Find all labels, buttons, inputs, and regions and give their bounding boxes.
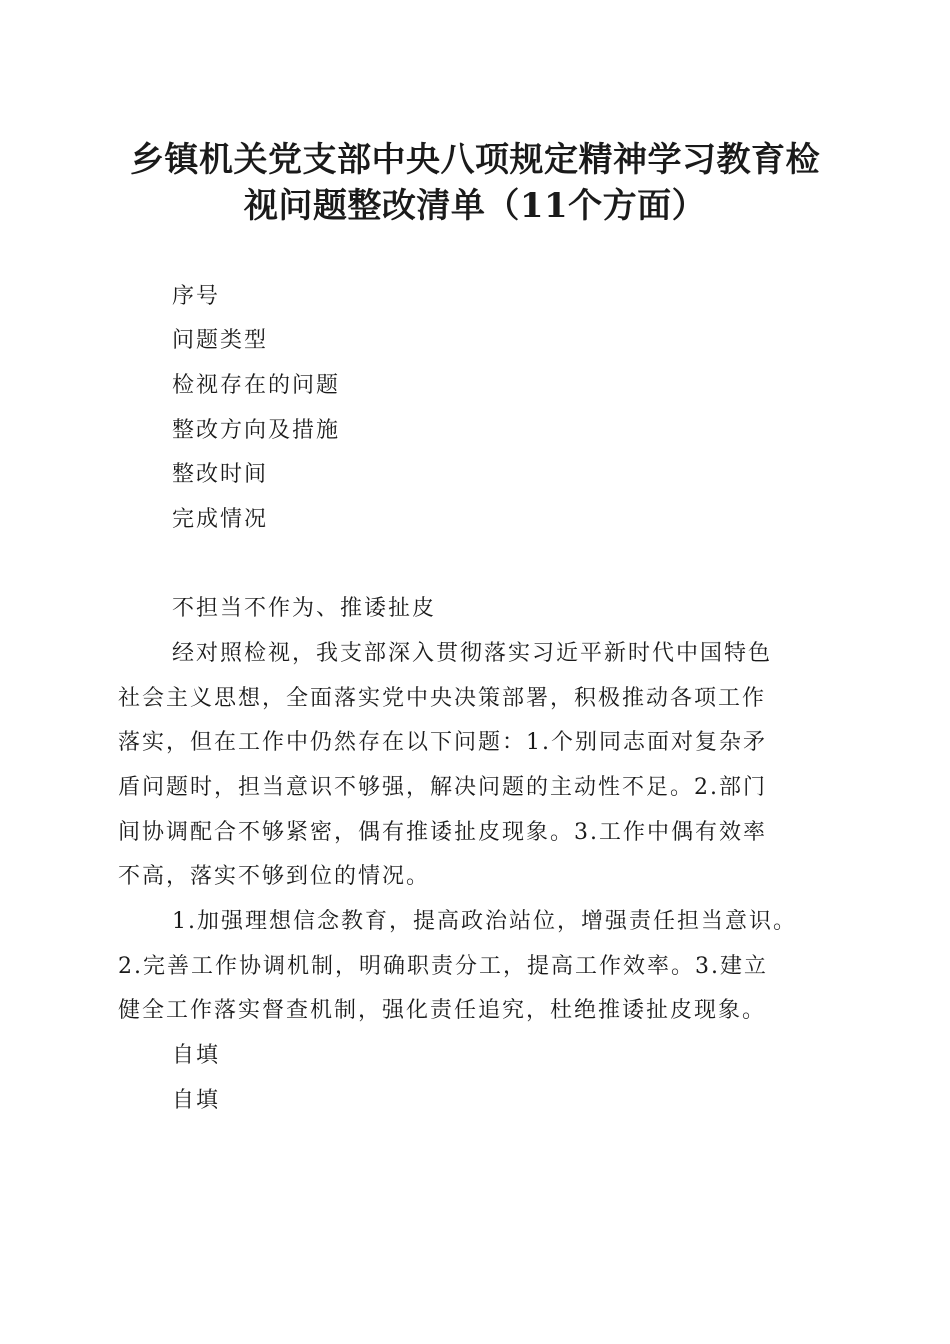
problem-line: 经对照检视，我支部深入贯彻落实习近平新时代中国特色 <box>172 641 773 666</box>
problem-type-text: 不担当不作为、推诿扯皮 <box>172 596 437 621</box>
completion-status-value: 自填 <box>172 1088 221 1113</box>
header-rectification-time: 整改时间 <box>172 462 269 487</box>
measure-line: 1.加强理想信念教育，提高政治站位，增强责任担当意识。 <box>172 909 797 934</box>
header-problem-type: 问题类型 <box>172 328 269 353</box>
problem-line: 盾问题时，担当意识不够强，解决问题的主动性不足。2.部门 <box>118 775 767 800</box>
measure-line: 2.完善工作协调机制，明确职责分工，提高工作效率。3.建立 <box>118 954 768 979</box>
document-title-line-1: 乡镇机关党支部中央八项规定精神学习教育检 <box>130 140 820 180</box>
problem-line: 不高，落实不够到位的情况。 <box>118 864 431 889</box>
header-serial: 序号 <box>172 284 221 309</box>
problem-line: 间协调配合不够紧密，偶有推诿扯皮现象。3.工作中偶有效率 <box>118 820 767 845</box>
rectification-time-value: 自填 <box>172 1043 221 1068</box>
header-completion-status: 完成情况 <box>172 507 269 532</box>
problem-line: 落实，但在工作中仍然存在以下问题：1.个别同志面对复杂矛 <box>118 730 767 755</box>
measure-line: 健全工作落实督查机制，强化责任追究，杜绝推诿扯皮现象。 <box>118 998 767 1023</box>
header-problems-found: 检视存在的问题 <box>172 373 341 398</box>
document-title-line-2: 视问题整改清单（11个方面） <box>243 186 707 226</box>
problem-line: 社会主义思想，全面落实党中央决策部署，积极推动各项工作 <box>118 686 767 711</box>
header-rectification-measures: 整改方向及措施 <box>172 418 341 443</box>
